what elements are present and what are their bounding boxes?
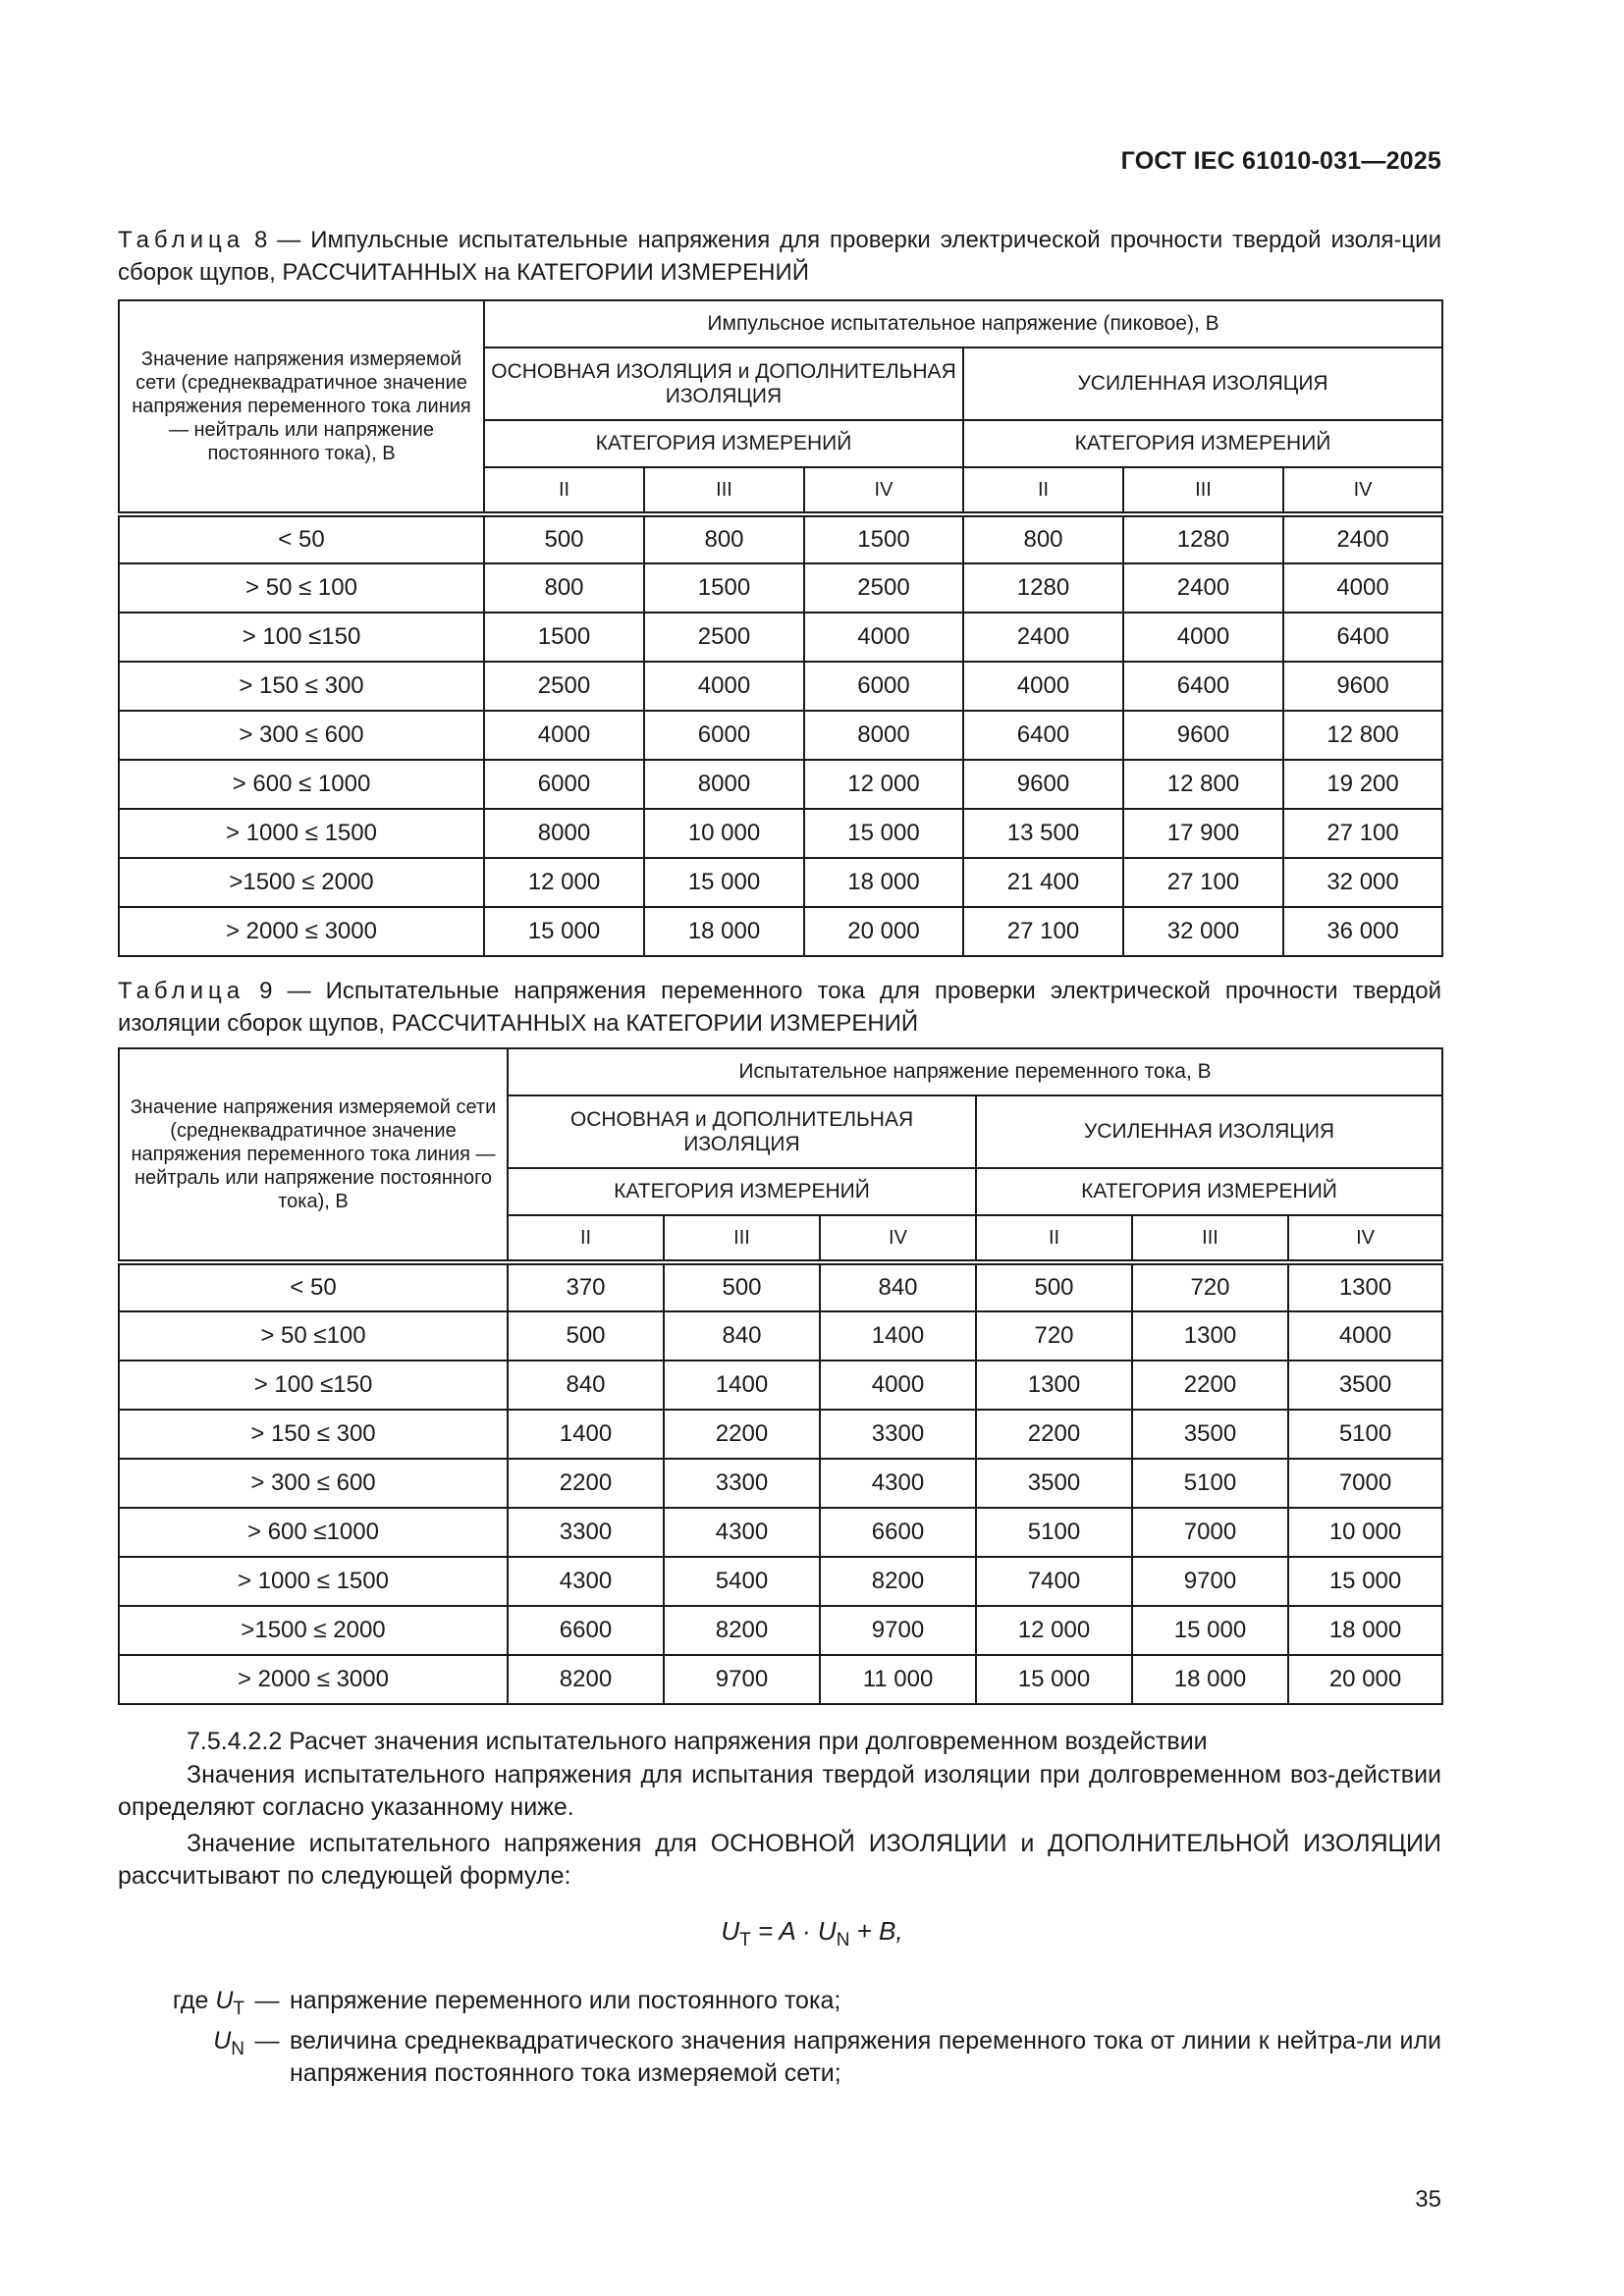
- test-voltage-cell: 4000: [644, 662, 804, 711]
- table-row: [119, 1557, 1442, 1606]
- test-voltage-cell: 20 000: [1288, 1655, 1442, 1704]
- table-row: [119, 1655, 1442, 1704]
- test-voltage-cell: 9600: [1283, 662, 1442, 711]
- test-voltage-cell: 10 000: [644, 809, 804, 858]
- voltage-range-cell: > 2000 ≤ 3000: [119, 1655, 508, 1704]
- test-voltage-cell: 27 100: [1123, 858, 1283, 907]
- test-voltage-cell: 6000: [644, 711, 804, 760]
- formula-tail: + B,: [849, 1916, 903, 1946]
- test-voltage-cell: 3500: [1132, 1410, 1288, 1459]
- test-voltage-cell: 12 000: [484, 858, 644, 907]
- paragraph-formula-intro: Значение испытательного напряжения для ОСНОВНОЙ ИЗОЛЯЦИИ и ДОПОЛНИТЕЛЬНОЙ ИЗОЛЯЦИИ рассчитывают по следующей формуле:: [118, 1830, 1441, 1890]
- table-row: [119, 858, 1442, 907]
- test-voltage-cell: 2400: [963, 613, 1123, 662]
- voltage-range-cell: > 100 ≤150: [119, 613, 484, 662]
- test-voltage-cell: 4000: [804, 613, 963, 662]
- test-voltage-cell: 800: [484, 563, 644, 613]
- formula-mid: = A ·: [750, 1916, 818, 1946]
- test-voltage-cell: 6000: [484, 760, 644, 809]
- test-voltage-cell: 4000: [484, 711, 644, 760]
- test-voltage-cell: 8200: [508, 1655, 664, 1704]
- test-voltage-cell: 840: [664, 1311, 820, 1361]
- table8-col0-header: Значение напряжения измеряемой сети (среднеквадратичное значение напряжения переменного тока линия — нейтраль или напряжение постоянного тока), В: [119, 300, 484, 514]
- table9-category-cell: III: [1132, 1215, 1288, 1262]
- voltage-range-cell: > 600 ≤1000: [119, 1508, 508, 1557]
- test-voltage-cell: 12 000: [976, 1606, 1132, 1655]
- test-voltage-cell: 6600: [820, 1508, 976, 1557]
- test-voltage-cell: 6400: [1123, 662, 1283, 711]
- test-voltage-cell: 2500: [484, 662, 644, 711]
- table-row: [119, 1410, 1442, 1459]
- test-voltage-cell: 5100: [976, 1508, 1132, 1557]
- test-voltage-cell: 18 000: [644, 907, 804, 956]
- test-voltage-cell: 15 000: [644, 858, 804, 907]
- table-row: [119, 809, 1442, 858]
- test-voltage-cell: 4300: [664, 1508, 820, 1557]
- definition-text: величина среднеквадратического значения напряжения переменного тока от линии к нейтра-ли или напряжения постоянного тока измеряемой сети;: [290, 2027, 1441, 2087]
- voltage-range-cell: > 600 ≤ 1000: [119, 760, 484, 809]
- table-row: [119, 662, 1442, 711]
- test-voltage-cell: 6400: [1283, 613, 1442, 662]
- page-number: 35: [1415, 2186, 1441, 2213]
- table9-top-header: Испытательное напряжение переменного тока, В: [508, 1048, 1442, 1095]
- formula-ut-sub: T: [739, 1930, 751, 1951]
- table8-category-cell: II: [963, 467, 1123, 514]
- table9-group-basic: ОСНОВНАЯ и ДОПОЛНИТЕЛЬНАЯ ИЗОЛЯЦИЯ: [508, 1095, 976, 1168]
- voltage-range-cell: > 2000 ≤ 3000: [119, 907, 484, 956]
- table8-group-reinforced: УСИЛЕННАЯ ИЗОЛЯЦИЯ: [963, 347, 1442, 420]
- table-row: [119, 711, 1442, 760]
- test-voltage-cell: 12 800: [1283, 711, 1442, 760]
- test-voltage-cell: 9700: [820, 1606, 976, 1655]
- test-voltage-cell: 19 200: [1283, 760, 1442, 809]
- test-voltage-cell: 500: [484, 514, 644, 563]
- test-voltage-cell: 18 000: [1132, 1655, 1288, 1704]
- table-row: [119, 514, 1442, 563]
- voltage-range-cell: > 50 ≤ 100: [119, 563, 484, 613]
- test-voltage-cell: 32 000: [1123, 907, 1283, 956]
- test-voltage-cell: 15 000: [804, 809, 963, 858]
- test-voltage-cell: 9700: [664, 1655, 820, 1704]
- paragraph-test-voltage: Значения испытательного напряжения для испытания твердой изоляции при долговременном воз-действии определяют согласно указанному ниже.: [118, 1761, 1441, 1821]
- test-voltage-cell: 18 000: [804, 858, 963, 907]
- test-voltage-cell: 20 000: [804, 907, 963, 956]
- test-voltage-cell: 8000: [804, 711, 963, 760]
- voltage-range-cell: > 1000 ≤ 1500: [119, 1557, 508, 1606]
- test-voltage-cell: 1500: [644, 563, 804, 613]
- test-voltage-cell: 840: [820, 1262, 976, 1311]
- test-voltage-cell: 800: [963, 514, 1123, 563]
- table9-category-cell: IV: [1288, 1215, 1442, 1262]
- voltage-range-cell: > 50 ≤100: [119, 1311, 508, 1361]
- test-voltage-cell: 9600: [1123, 711, 1283, 760]
- test-voltage-cell: 8000: [484, 809, 644, 858]
- test-voltage-cell: 13 500: [963, 809, 1123, 858]
- test-voltage-cell: 10 000: [1288, 1508, 1442, 1557]
- test-voltage-cell: 9700: [1132, 1557, 1288, 1606]
- table9: [118, 1047, 1443, 1705]
- table-row: [119, 760, 1442, 809]
- test-voltage-cell: 9600: [963, 760, 1123, 809]
- table8-category-cell: IV: [1283, 467, 1442, 514]
- test-voltage-cell: 36 000: [1283, 907, 1442, 956]
- table9-category-cell: III: [664, 1215, 820, 1262]
- test-voltage-cell: 7000: [1288, 1459, 1442, 1508]
- test-voltage-cell: 1280: [963, 563, 1123, 613]
- test-voltage-cell: 6400: [963, 711, 1123, 760]
- test-voltage-cell: 15 000: [976, 1655, 1132, 1704]
- table8-category-basic: КАТЕГОРИЯ ИЗМЕРЕНИЙ: [484, 420, 963, 467]
- test-voltage-cell: 15 000: [1288, 1557, 1442, 1606]
- test-voltage-cell: 15 000: [484, 907, 644, 956]
- test-voltage-cell: 2200: [508, 1459, 664, 1508]
- table8-caption: [118, 224, 1441, 289]
- test-voltage-cell: 17 900: [1123, 809, 1283, 858]
- table9-category-cell: IV: [820, 1215, 976, 1262]
- voltage-range-cell: > 1000 ≤ 1500: [119, 809, 484, 858]
- table9-col0-header: Значение напряжения измеряемой сети (среднеквадратичное значение напряжения переменного тока линия — нейтраль или напряжение постоянного тока), В: [119, 1048, 508, 1262]
- test-voltage-cell: 7400: [976, 1557, 1132, 1606]
- test-voltage-cell: 2200: [976, 1410, 1132, 1459]
- table9-category-reinforced: КАТЕГОРИЯ ИЗМЕРЕНИЙ: [976, 1168, 1442, 1215]
- test-voltage-cell: 7000: [1132, 1508, 1288, 1557]
- formula-un: U: [817, 1916, 837, 1946]
- voltage-range-cell: > 300 ≤ 600: [119, 711, 484, 760]
- test-voltage-cell: 1500: [804, 514, 963, 563]
- test-voltage-cell: 2500: [804, 563, 963, 613]
- table-row: [119, 1361, 1442, 1410]
- test-voltage-cell: 5100: [1132, 1459, 1288, 1508]
- test-voltage-cell: 2400: [1283, 514, 1442, 563]
- test-voltage-cell: 2200: [1132, 1361, 1288, 1410]
- test-voltage-cell: 1400: [508, 1410, 664, 1459]
- table8-category-cell: III: [1123, 467, 1283, 514]
- test-voltage-cell: 370: [508, 1262, 664, 1311]
- test-voltage-cell: 1400: [820, 1311, 976, 1361]
- formula: [0, 1916, 1624, 1951]
- test-voltage-cell: 12 800: [1123, 760, 1283, 809]
- voltage-range-cell: < 50: [119, 514, 484, 563]
- table8-group-basic: ОСНОВНАЯ ИЗОЛЯЦИЯ и ДОПОЛНИТЕЛЬНАЯ ИЗОЛЯЦИЯ: [484, 347, 963, 420]
- test-voltage-cell: 1300: [976, 1361, 1132, 1410]
- test-voltage-cell: 4000: [1283, 563, 1442, 613]
- table-row: [119, 1459, 1442, 1508]
- test-voltage-cell: 6000: [804, 662, 963, 711]
- definition-un: [124, 2025, 1441, 2090]
- voltage-range-cell: > 300 ≤ 600: [119, 1459, 508, 1508]
- voltage-range-cell: > 100 ≤150: [119, 1361, 508, 1410]
- voltage-range-cell: >1500 ≤ 2000: [119, 858, 484, 907]
- table8-caption-label: Таблица: [118, 227, 245, 253]
- test-voltage-cell: 11 000: [820, 1655, 976, 1704]
- formula-un-sub: N: [836, 1930, 850, 1951]
- test-voltage-cell: 2400: [1123, 563, 1283, 613]
- test-voltage-cell: 720: [976, 1311, 1132, 1361]
- voltage-range-cell: > 150 ≤ 300: [119, 1410, 508, 1459]
- table-row: [119, 1606, 1442, 1655]
- test-voltage-cell: 5100: [1288, 1410, 1442, 1459]
- test-voltage-cell: 4300: [820, 1459, 976, 1508]
- voltage-range-cell: > 150 ≤ 300: [119, 662, 484, 711]
- definition-symbol: $U_N$: [213, 2027, 244, 2059]
- test-voltage-cell: 4000: [1123, 613, 1283, 662]
- definition-dash: —: [254, 2027, 280, 2055]
- test-voltage-cell: 2200: [664, 1410, 820, 1459]
- section-heading: 7.5.4.2.2 Расчет значения испытательного напряжения при долговременном воздействии: [187, 1728, 1208, 1755]
- test-voltage-cell: 500: [976, 1262, 1132, 1311]
- test-voltage-cell: 1400: [664, 1361, 820, 1410]
- table8-category-cell: IV: [804, 467, 963, 514]
- table8: [118, 299, 1443, 957]
- standard-code: ГОСТ IEC 61010-031—2025: [1120, 147, 1441, 175]
- test-voltage-cell: 21 400: [963, 858, 1123, 907]
- test-voltage-cell: 8200: [820, 1557, 976, 1606]
- definition-prefix: где: [172, 1987, 216, 2014]
- table9-caption-text: 9 — Испытательные напряжения переменного тока для проверки электрической прочности твердой изоляции сборок щупов, РАССЧИТАННЫХ на КАТЕГОРИИ ИЗМЕРЕНИЙ: [118, 978, 1441, 1037]
- voltage-range-cell: < 50: [119, 1262, 508, 1311]
- test-voltage-cell: 27 100: [963, 907, 1123, 956]
- test-voltage-cell: 18 000: [1288, 1606, 1442, 1655]
- table8-category-cell: II: [484, 467, 644, 514]
- test-voltage-cell: 3300: [508, 1508, 664, 1557]
- test-voltage-cell: 1300: [1132, 1311, 1288, 1361]
- table-row: [119, 1508, 1442, 1557]
- formula-ut: U: [721, 1916, 740, 1946]
- definition-text: напряжение переменного или постоянного тока;: [290, 1987, 841, 2014]
- table8-top-header: Импульсное испытательное напряжение (пиковое), В: [484, 300, 1442, 347]
- test-voltage-cell: 720: [1132, 1262, 1288, 1311]
- test-voltage-cell: 1500: [484, 613, 644, 662]
- test-voltage-cell: 15 000: [1132, 1606, 1288, 1655]
- test-voltage-cell: 4000: [820, 1361, 976, 1410]
- table9-caption-label: Таблица: [118, 978, 245, 1004]
- test-voltage-cell: 1300: [1288, 1262, 1442, 1311]
- test-voltage-cell: 2500: [644, 613, 804, 662]
- definition-dash: —: [254, 1987, 280, 2014]
- test-voltage-cell: 3500: [976, 1459, 1132, 1508]
- definition-symbol: $U_T$: [215, 1987, 244, 2019]
- table-row: [119, 563, 1442, 613]
- test-voltage-cell: 8000: [644, 760, 804, 809]
- test-voltage-cell: 840: [508, 1361, 664, 1410]
- test-voltage-cell: 32 000: [1283, 858, 1442, 907]
- test-voltage-cell: 27 100: [1283, 809, 1442, 858]
- test-voltage-cell: 3500: [1288, 1361, 1442, 1410]
- table9-category-basic: КАТЕГОРИЯ ИЗМЕРЕНИЙ: [508, 1168, 976, 1215]
- table8-caption-text: 8 — Импульсные испытательные напряжения для проверки электрической прочности твердой изоля-ции сборок щупов, РАССЧИТАННЫХ на КАТЕГОРИИ ИЗМЕРЕНИЙ: [118, 227, 1441, 286]
- definitions-list: [124, 1985, 1441, 2090]
- test-voltage-cell: 500: [508, 1311, 664, 1361]
- table9-group-reinforced: УСИЛЕННАЯ ИЗОЛЯЦИЯ: [976, 1095, 1442, 1168]
- test-voltage-cell: 3300: [820, 1410, 976, 1459]
- table9-caption: [118, 975, 1441, 1040]
- table-row: [119, 1311, 1442, 1361]
- test-voltage-cell: 3300: [664, 1459, 820, 1508]
- voltage-range-cell: >1500 ≤ 2000: [119, 1606, 508, 1655]
- table-row: [119, 613, 1442, 662]
- table8-category-cell: III: [644, 467, 804, 514]
- table-row: [119, 907, 1442, 956]
- table9-category-cell: II: [508, 1215, 664, 1262]
- test-voltage-cell: 6600: [508, 1606, 664, 1655]
- table8-category-reinforced: КАТЕГОРИЯ ИЗМЕРЕНИЙ: [963, 420, 1442, 467]
- test-voltage-cell: 500: [664, 1262, 820, 1311]
- test-voltage-cell: 12 000: [804, 760, 963, 809]
- test-voltage-cell: 4000: [963, 662, 1123, 711]
- definition-ut: [124, 1985, 1441, 2025]
- test-voltage-cell: 1280: [1123, 514, 1283, 563]
- test-voltage-cell: 800: [644, 514, 804, 563]
- test-voltage-cell: 4000: [1288, 1311, 1442, 1361]
- table-row: [119, 1262, 1442, 1311]
- table9-category-cell: II: [976, 1215, 1132, 1262]
- test-voltage-cell: 8200: [664, 1606, 820, 1655]
- test-voltage-cell: 5400: [664, 1557, 820, 1606]
- test-voltage-cell: 4300: [508, 1557, 664, 1606]
